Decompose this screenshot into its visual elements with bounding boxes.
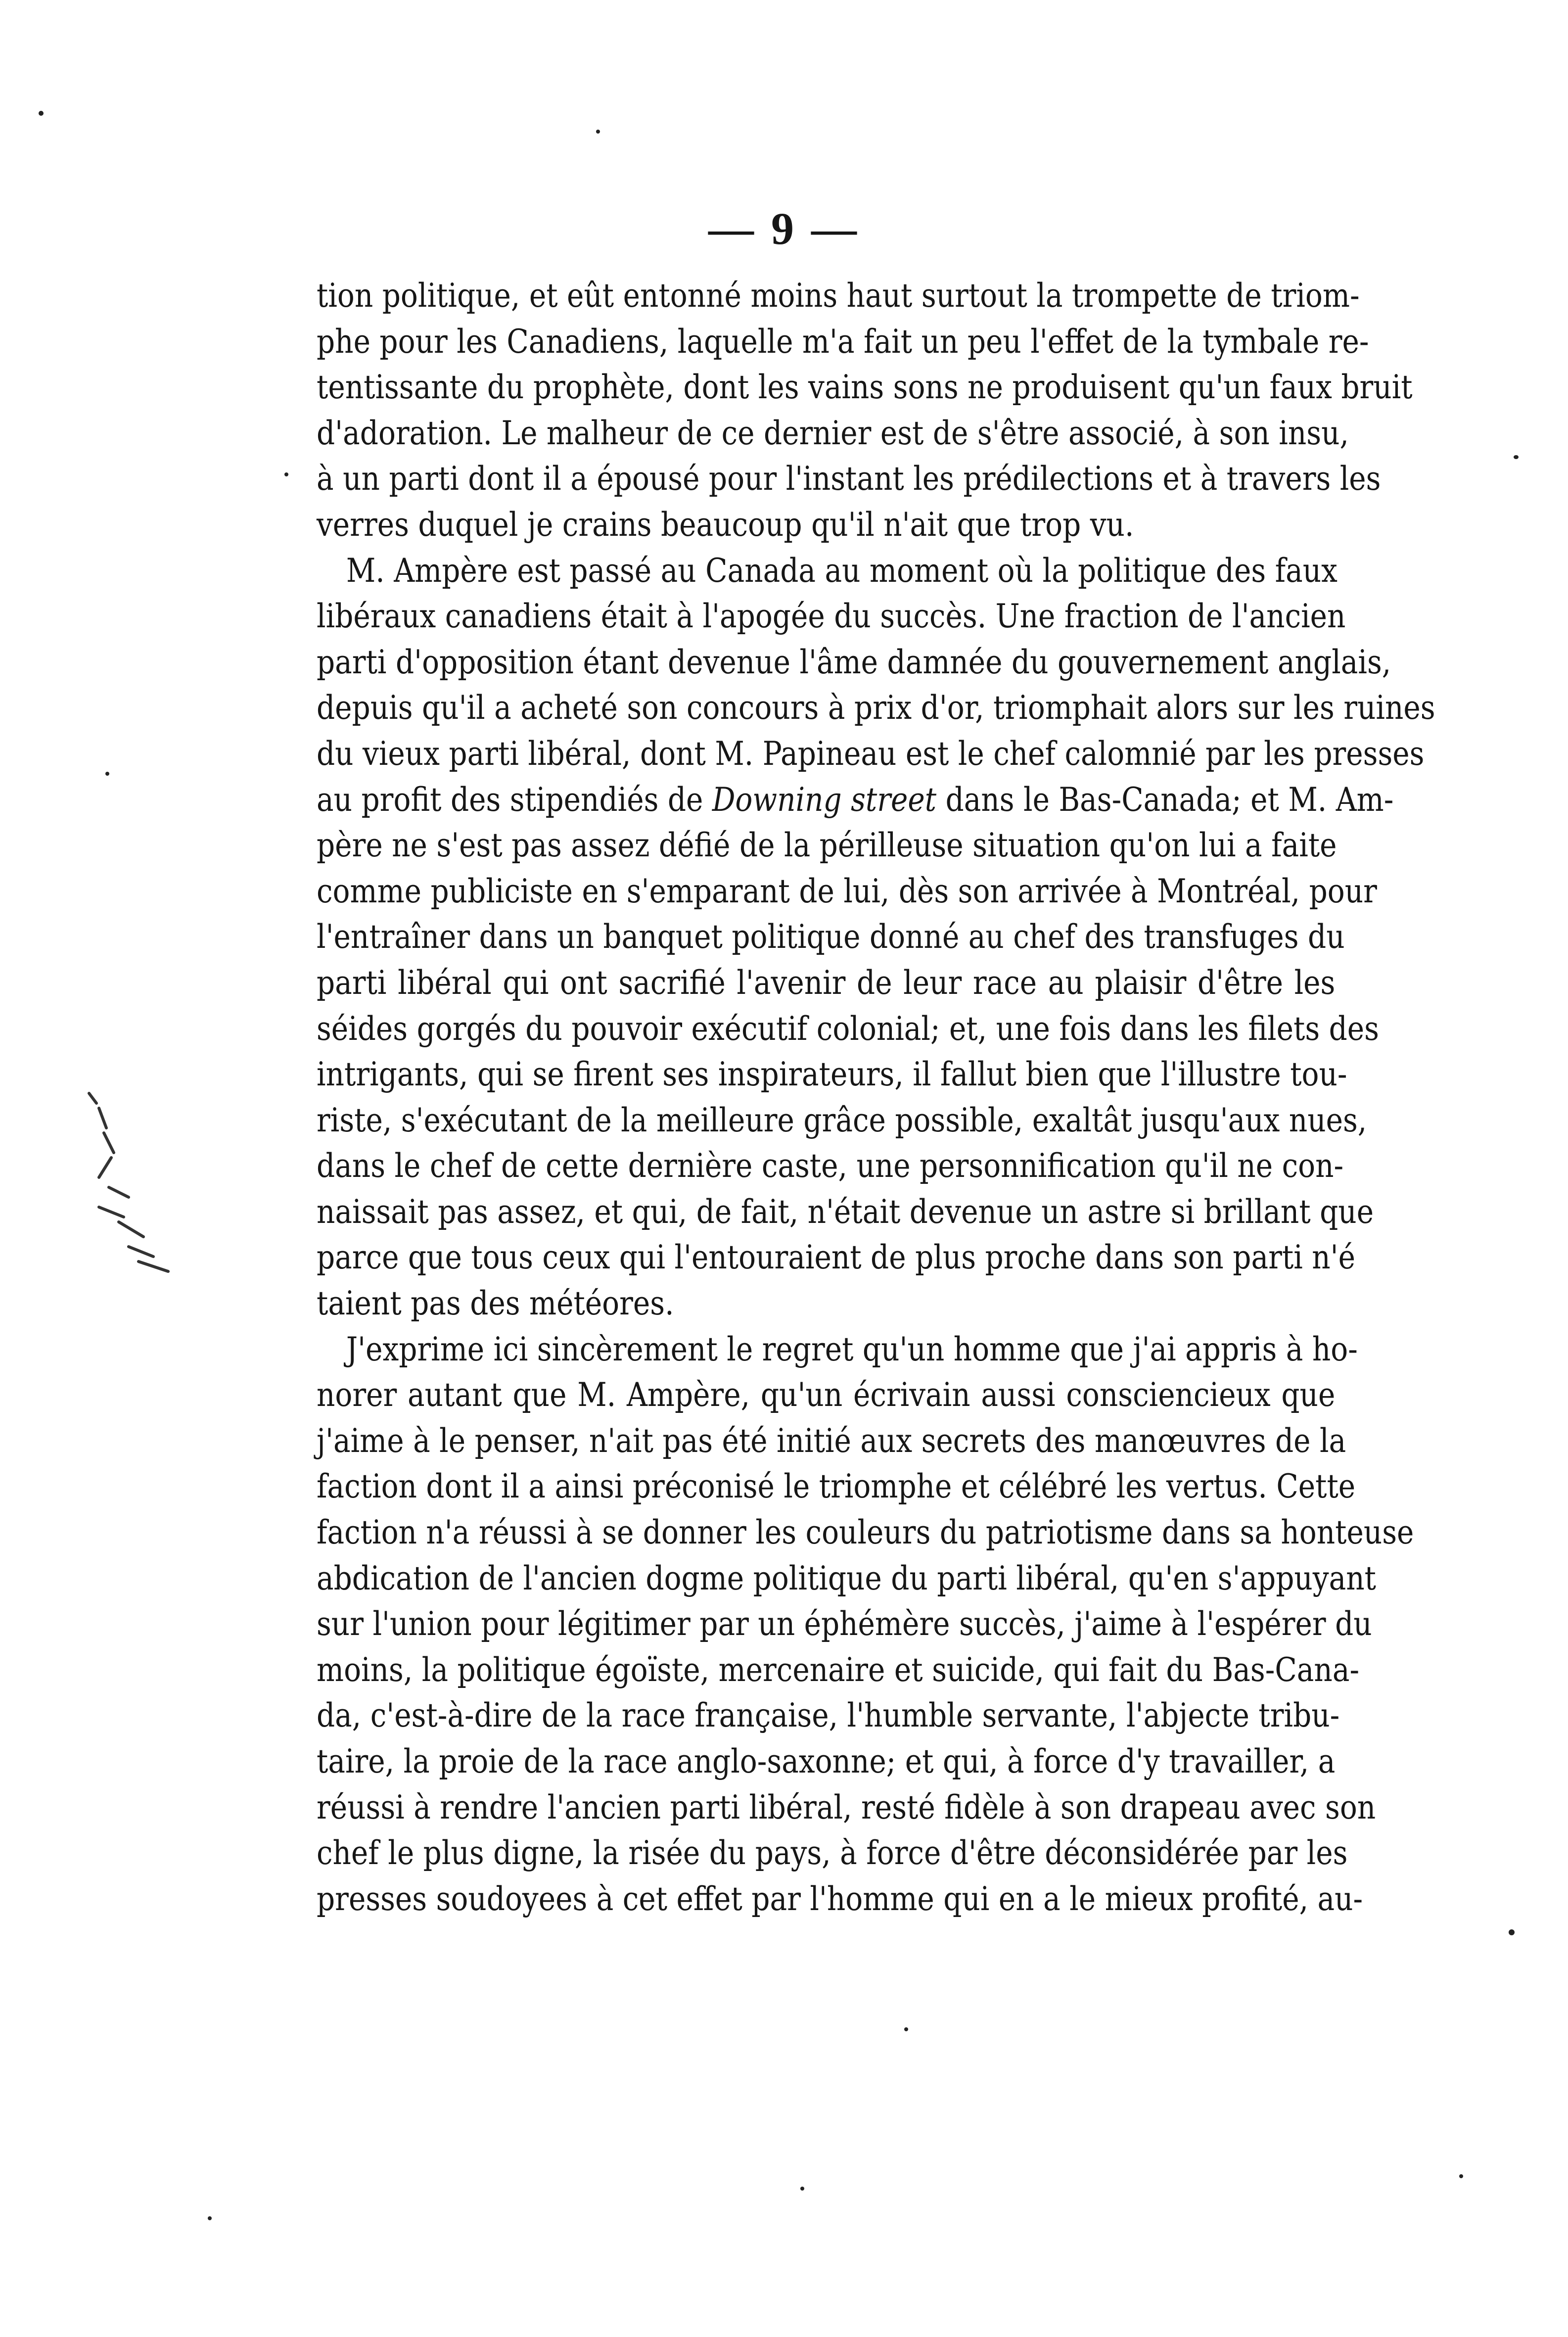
- text-line: faction dont il a ainsi préconisé le triomphe et célébré les vertus. Cette: [317, 1467, 1356, 1506]
- scan-speck: [208, 2216, 212, 2220]
- scan-speck: [105, 772, 109, 776]
- scan-speck: [904, 2027, 908, 2031]
- text-line: M. Ampère est passé au Canada au moment où la politique des faux: [346, 551, 1337, 590]
- text-line: phe pour les Canadiens, laquelle m'a fait un peu l'effet de la tymbale re-: [317, 322, 1369, 361]
- scan-speck: [284, 472, 288, 476]
- scan-speck: [596, 130, 600, 134]
- text-line: du vieux parti libéral, dont M. Papineau est le chef calomnié par les presses: [317, 734, 1425, 773]
- text-line: naissait pas assez, et qui, de fait, n'était devenue un astre si brillant que: [317, 1192, 1374, 1231]
- text-line: séides gorgés du pouvoir exécutif colonial; et, une fois dans les filets des: [317, 1009, 1379, 1048]
- scan-speck: [800, 2187, 804, 2191]
- text-line: libéraux canadiens était à l'apogée du succès. Une fraction de l'ancien: [317, 597, 1346, 636]
- text-line: à un parti dont il a épousé pour l'instant les prédilections et à travers les: [317, 460, 1381, 498]
- body-text: [317, 273, 1435, 1922]
- italic-term: Downing street: [712, 780, 937, 819]
- text-line: depuis qu'il a acheté son concours à prix d'or, triomphait alors sur les ruines: [317, 689, 1435, 727]
- text-line: dans le chef de cette dernière caste, une personnification qu'il ne con-: [317, 1147, 1344, 1185]
- text-line: intrigants, qui se firent ses inspirateurs, il fallut bien que l'illustre tou-: [317, 1055, 1347, 1094]
- text-line: moins, la politique égoïste, mercenaire et suicide, qui fait du Bas-Cana-: [317, 1650, 1360, 1689]
- margin-ink-mark: [69, 1088, 173, 1276]
- text-line: tion politique, et eût entonné moins haut surtout la trompette de triom-: [317, 277, 1360, 315]
- text-line: tentissante du prophète, dont les vains sons ne produisent qu'un faux bruit: [317, 368, 1413, 407]
- text-line: sur l'union pour légitimer par un éphémère succès, j'aime à l'espérer du: [317, 1605, 1372, 1643]
- text-line: norer autant que M. Ampère, qu'un écrivain aussi consciencieux que: [317, 1376, 1336, 1414]
- text-line: au profit des stipendiés de Downing street dans le Bas-Canada; et M. Am-: [317, 780, 1394, 819]
- text-line: comme publiciste en s'emparant de lui, dès son arrivée à Montréal, pour: [317, 872, 1377, 910]
- text-line: père ne s'est pas assez défié de la périlleuse situation qu'on lui a faite: [317, 826, 1337, 865]
- text-line: faction n'a réussi à se donner les couleurs du patriotisme dans sa honteuse: [317, 1513, 1414, 1552]
- scan-speck: [39, 111, 44, 116]
- page-number: — 9 —: [708, 203, 860, 254]
- scan-speck: [1514, 455, 1519, 459]
- text-line: parti libéral qui ont sacrifié l'avenir de leur race au plaisir d'être les: [317, 963, 1336, 1002]
- scan-speck: [1459, 2174, 1463, 2178]
- text-line: l'entraîner dans un banquet politique donné au chef des transfuges du: [317, 918, 1345, 956]
- scan-speck: [1509, 1929, 1515, 1935]
- text-line: riste, s'exécutant de la meilleure grâce possible, exaltât jusqu'aux nues,: [317, 1101, 1367, 1139]
- text-line: abdication de l'ancien dogme politique du parti libéral, qu'en s'appuyant: [317, 1559, 1376, 1597]
- text-line: J'exprime ici sincèrement le regret qu'un homme que j'ai appris à ho-: [346, 1330, 1358, 1368]
- text-line: j'aime à le penser, n'ait pas été initié aux secrets des manœuvres de la: [317, 1421, 1346, 1460]
- text-line: taire, la proie de la race anglo-saxonne; et qui, à force d'y travailler, a: [317, 1742, 1336, 1780]
- text-line: presses soudoyees à cet effet par l'homme qui en a le mieux profité, au-: [317, 1879, 1363, 1918]
- text-line: chef le plus digne, la risée du pays, à force d'être déconsidérée par les: [317, 1834, 1348, 1872]
- text-line: réussi à rendre l'ancien parti libéral, resté fidèle à son drapeau avec son: [317, 1788, 1376, 1826]
- text-line: taient pas des météores.: [317, 1284, 674, 1323]
- text-line: d'adoration. Le malheur de ce dernier est de s'être associé, à son insu,: [317, 414, 1349, 452]
- text-line: parce que tous ceux qui l'entouraient de plus proche dans son parti n'é: [317, 1238, 1355, 1277]
- text-line: parti d'opposition étant devenue l'âme damnée du gouvernement anglais,: [317, 643, 1391, 681]
- text-line: verres duquel je crains beaucoup qu'il n'ait que trop vu.: [317, 505, 1134, 544]
- text-line: da, c'est-à-dire de la race française, l'humble servante, l'abjecte tribu-: [317, 1696, 1340, 1735]
